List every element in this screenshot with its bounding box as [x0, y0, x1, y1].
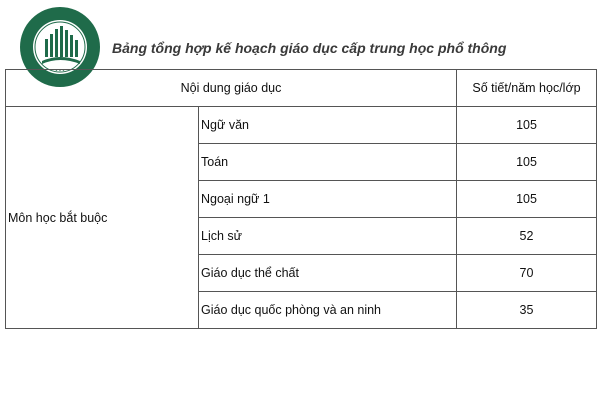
page-title: Bảng tổng hợp kế hoạch giáo dục cấp trung học phổ thông	[112, 40, 507, 56]
subject-cell: Giáo dục quốc phòng và an ninh	[199, 292, 457, 329]
periods-cell: 52	[457, 218, 597, 255]
svg-text:● ● ●: ● ● ●	[55, 67, 65, 72]
table-row	[6, 107, 597, 144]
header-content: Nội dung giáo dục	[6, 70, 457, 107]
category-cell: Môn học bắt buộc	[6, 107, 199, 329]
subject-cell: Ngoại ngữ 1	[199, 181, 457, 218]
subject-cell: Giáo dục thể chất	[199, 255, 457, 292]
subject-cell: Toán	[199, 144, 457, 181]
periods-cell: 35	[457, 292, 597, 329]
periods-cell: 105	[457, 144, 597, 181]
education-plan-table	[5, 69, 597, 329]
table-header-row	[6, 70, 597, 107]
periods-cell: 105	[457, 107, 597, 144]
periods-cell: 70	[457, 255, 597, 292]
subject-cell: Ngữ văn	[199, 107, 457, 144]
subject-cell: Lịch sử	[199, 218, 457, 255]
periods-cell: 105	[457, 181, 597, 218]
header-periods: Số tiết/năm học/lớp	[457, 70, 597, 107]
